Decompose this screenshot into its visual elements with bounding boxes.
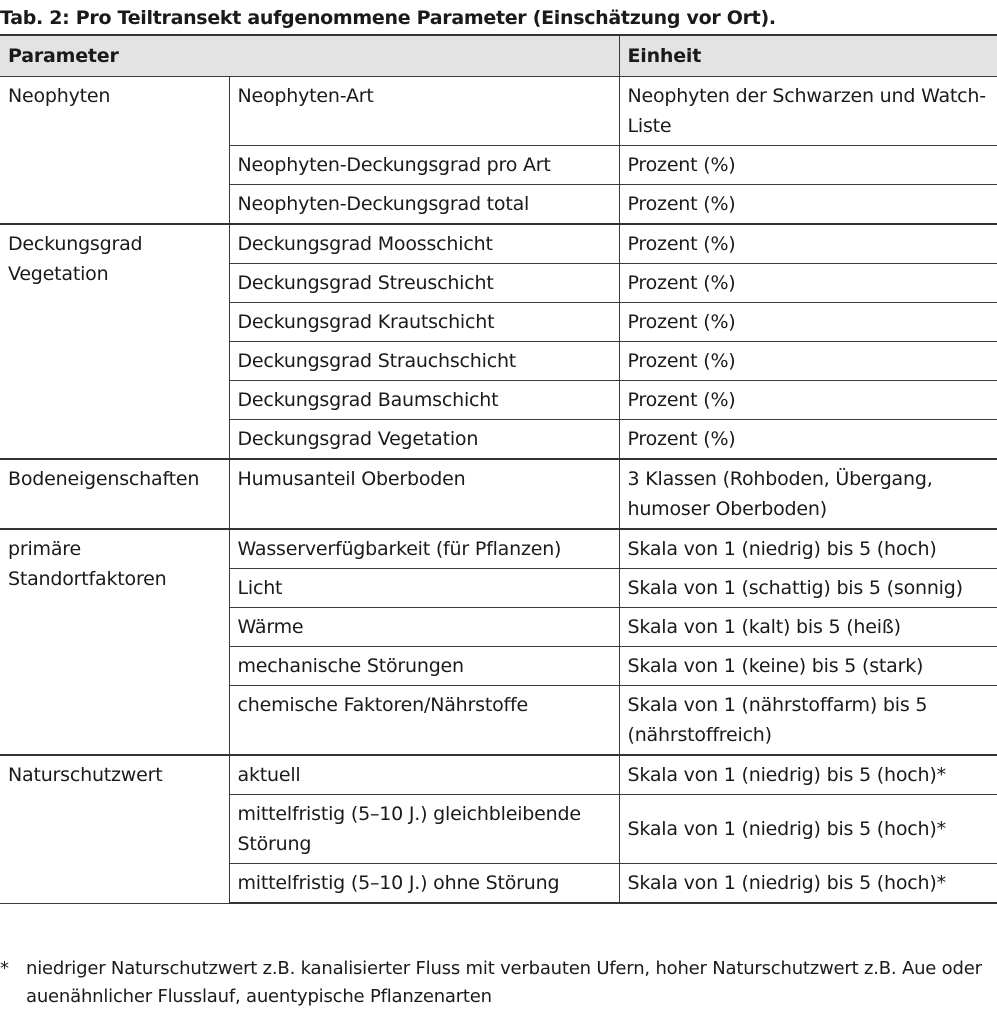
header-einheit: Einheit <box>619 35 997 77</box>
parameter-table <box>0 34 997 904</box>
param-cell: Licht <box>229 569 619 608</box>
group-label: Neophyten <box>0 77 229 225</box>
table-row <box>0 77 997 146</box>
footnote <box>0 955 997 1011</box>
footnote-text: niedriger Naturschutzwert z.B. kanalisierter Fluss mit verbauten Ufern, hoher Naturschutzwert z.B. Aue oder auenähnlicher Flusslauf, auentypische Pflanzenarten <box>26 958 982 1007</box>
table-row <box>0 224 997 264</box>
unit-cell: Prozent (%) <box>619 303 997 342</box>
unit-cell: Skala von 1 (nährstoffarm) bis 5 (nährstoffreich) <box>619 686 997 756</box>
param-cell: Deckungsgrad Strauchschicht <box>229 342 619 381</box>
unit-cell: Prozent (%) <box>619 264 997 303</box>
unit-cell: Prozent (%) <box>619 185 997 225</box>
group-label: Bodeneigenschaften <box>0 459 229 529</box>
unit-cell: Skala von 1 (kalt) bis 5 (heiß) <box>619 608 997 647</box>
param-cell: Deckungsgrad Krautschicht <box>229 303 619 342</box>
param-cell: aktuell <box>229 755 619 795</box>
param-cell: Deckungsgrad Baumschicht <box>229 381 619 420</box>
param-cell: Deckungsgrad Streuschicht <box>229 264 619 303</box>
unit-cell: Prozent (%) <box>619 146 997 185</box>
unit-cell: Skala von 1 (keine) bis 5 (stark) <box>619 647 997 686</box>
group-label: Deckungsgrad Vegetation <box>0 224 229 459</box>
param-cell: Wärme <box>229 608 619 647</box>
param-cell: Wasserverfügbarkeit (für Pflanzen) <box>229 529 619 569</box>
footnote-mark: * <box>0 958 9 979</box>
header-parameter: Parameter <box>0 35 619 77</box>
unit-cell: 3 Klassen (Rohboden, Übergang, humoser Oberboden) <box>619 459 997 529</box>
group-label: primäre Standortfaktoren <box>0 529 229 755</box>
unit-cell: Skala von 1 (schattig) bis 5 (sonnig) <box>619 569 997 608</box>
table-row <box>0 529 997 569</box>
unit-cell: Prozent (%) <box>619 420 997 460</box>
unit-cell: Skala von 1 (niedrig) bis 5 (hoch)* <box>619 755 997 795</box>
param-cell: mittelfristig (5–10 J.) gleichbleibende Störung <box>229 795 619 864</box>
param-cell: mittelfristig (5–10 J.) ohne Störung <box>229 864 619 904</box>
table-row <box>0 459 997 529</box>
unit-cell: Neophyten der Schwarzen und Watch-Liste <box>619 77 997 146</box>
param-cell: Deckungsgrad Moosschicht <box>229 224 619 264</box>
param-cell: Neophyten-Deckungsgrad total <box>229 185 619 225</box>
table-caption: Tab. 2: Pro Teiltransekt aufgenommene Parameter (Einschätzung vor Ort). <box>0 7 776 29</box>
unit-cell: Prozent (%) <box>619 224 997 264</box>
unit-cell: Prozent (%) <box>619 342 997 381</box>
unit-cell: Skala von 1 (niedrig) bis 5 (hoch) <box>619 529 997 569</box>
unit-cell: Prozent (%) <box>619 381 997 420</box>
param-cell: mechanische Störungen <box>229 647 619 686</box>
table-header-row <box>0 35 997 77</box>
param-cell: Neophyten-Art <box>229 77 619 146</box>
param-cell: chemische Faktoren/Nährstoffe <box>229 686 619 756</box>
param-cell: Neophyten-Deckungsgrad pro Art <box>229 146 619 185</box>
param-cell: Humusanteil Oberboden <box>229 459 619 529</box>
unit-cell: Skala von 1 (niedrig) bis 5 (hoch)* <box>619 864 997 904</box>
param-cell: Deckungsgrad Vegetation <box>229 420 619 460</box>
unit-cell: Skala von 1 (niedrig) bis 5 (hoch)* <box>619 795 997 864</box>
table-row <box>0 755 997 795</box>
group-label: Naturschutzwert <box>0 755 229 903</box>
